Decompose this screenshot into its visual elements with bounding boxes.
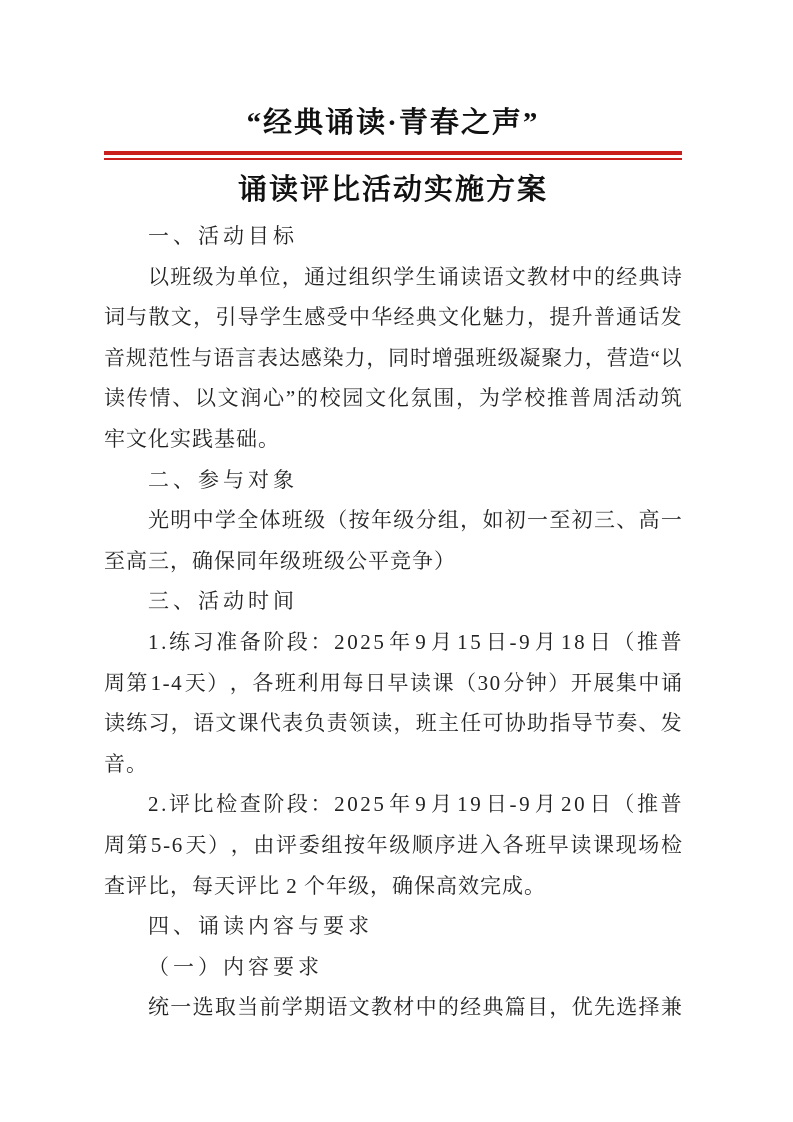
- text-line: 光 明 中 学 全 体 班 级 （ 按 年 级 分 组 ， 如 初 一 至 初 三 、 高 一: [148, 508, 682, 533]
- document-subtitle: 诵读评比活动实施方案: [237, 174, 548, 206]
- text-line: 读 练 习 ， 语 文 课 代 表 负 责 领 读 ， 班 主 任 可 协 助 指 导 节 奏 、 发: [104, 711, 682, 736]
- text-line: 1 . 练 习 准 备 阶 段 ： 2 0 2 5 年 9 月 1 5 日 - 9 月 1 8 日 （ 推 普: [148, 629, 682, 654]
- text-line: （一）内容要求: [148, 954, 323, 979]
- text-line: 音。: [104, 751, 148, 776]
- text-line: 读 传 情 、 以 文 润 心 ” 的 校 园 文 化 氛 围 ， 为 学 校 推 普 周 活 动 筑: [104, 386, 682, 411]
- text-line: 二、参与对象: [148, 467, 298, 492]
- document-body: [104, 216, 682, 1028]
- title-divider: [104, 151, 682, 160]
- text-line: 查评比，每天评比 2 个年级，确保高效完成。: [104, 873, 546, 898]
- text-line: 一、活动目标: [148, 224, 298, 248]
- document-content: [104, 100, 682, 1028]
- text-line: 以 班 级 为 单 位 ， 通 过 组 织 学 生 诵 读 语 文 教 材 中 的 经 典 诗: [148, 264, 682, 289]
- text-line: 词 与 散 文 ， 引 导 学 生 感 受 中 华 经 典 文 化 魅 力 ， 提 升 普 通 话 发: [104, 305, 682, 330]
- text-line: 三、活动时间: [148, 589, 298, 614]
- text-line: 统 一 选 取 当 前 学 期 语 文 教 材 中 的 经 典 篇 目 ， 优 先 选 择 兼: [148, 995, 682, 1020]
- text-line: 2 . 评 比 检 查 阶 段 ： 2 0 2 5 年 9 月 1 9 日 - 9 月 2 0 日 （ 推 普: [148, 792, 682, 817]
- text-line: 音 规 范 性 与 语 言 表 达 感 染 力 ， 同 时 增 强 班 级 凝 聚 力 ， 营 造 “ 以: [104, 345, 682, 370]
- text-line: 至高三，确保同年级班级公平竞争）: [104, 548, 456, 573]
- text-line: 周 第 5 - 6 天 ） ， 由 评 委 组 按 年 级 顺 序 进 入 各 班 早 读 课 现 场 检: [104, 832, 682, 857]
- document-title: “经典诵读·青春之声”: [246, 107, 540, 139]
- text-line: 牢文化实践基础。: [104, 426, 280, 451]
- text-line: 四、诵读内容与要求: [148, 914, 373, 939]
- text-line: 周 第 1 - 4 天 ） ， 各 班 利 用 每 日 早 读 课 （ 3 0 分 钟 ） 开 展 集 中 诵: [104, 670, 682, 695]
